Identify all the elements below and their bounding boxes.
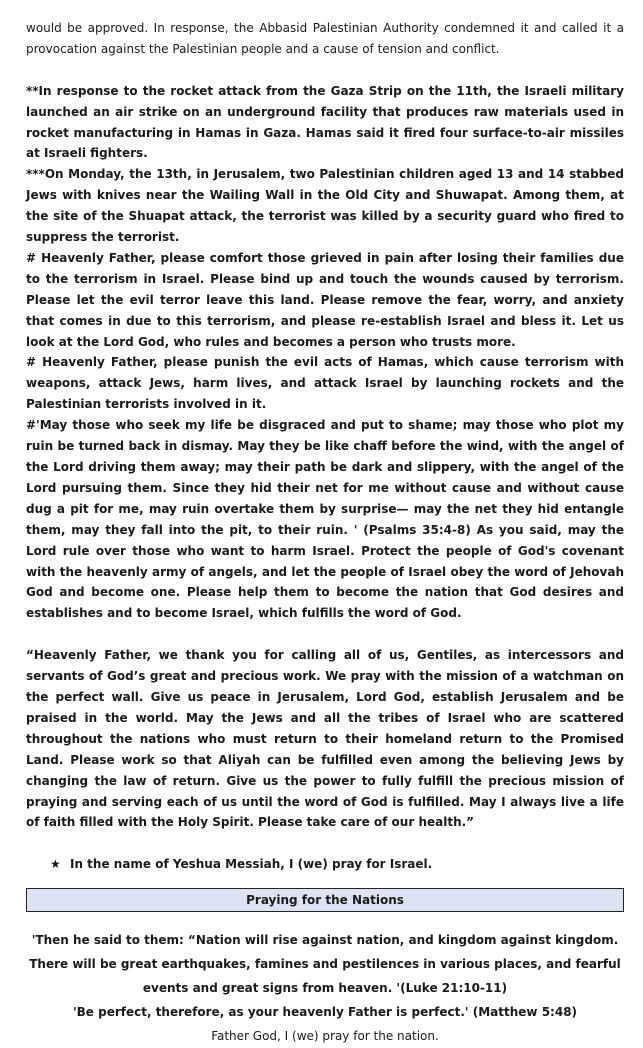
closing-verses [26, 928, 624, 1048]
nation-prayer-line: Father God, I (we) pray for the nation. [211, 1029, 439, 1044]
verse-matthew: 'Be perfect, therefore, as your heavenly Father is perfect.' (Matthew 5:48) [72, 1005, 578, 1020]
bullet-text: In the name of Yeshua Messiah, I (we) pray for Israel. [70, 857, 433, 872]
spacer [26, 833, 624, 854]
paragraph-main-prayer: “Heavenly Father, we thank you for calling all of us, Gentiles, as intercessors and servants of God’s great and precious work. We pray with the mission of a watchman on the perfect wall. Give us peace in Jerusalem, Lord God, establish Jerusalem and be praised in the world. May the Jews and all the tribes of Israel who are scattered throughout the nations who must return to their homeland return to the Promised Land. Please work so that Aliyah can be fulfilled even among the believing Jews by changing the law of return. Give us the power to fully fulfill the precious mission of praying and serving each of us until the word of God is fulfilled. May I always live a life of faith filled with the Holy Spirit. Please take care of our health.” [26, 648, 624, 830]
paragraph-intro: would be approved. In response, the Abbasid Palestinian Authority condemned it and called it a provocation against the Palestinian people and a cause of tension and conflict. [26, 21, 624, 56]
paragraph-gaza-strike: **In response to the rocket attack from the Gaza Strip on the 11th, the Israeli military launched an air strike on an underground facility that produces raw materials used in rocket manufacturing in Hamas in Gaza. Hamas said it fired four surface-to-air missiles at Israeli fighters. [26, 83, 624, 161]
spacer [26, 624, 624, 645]
paragraph-prayer-hamas: # Heavenly Father, please punish the evil acts of Hamas, which cause terrorism with weapons, attack Jews, harm lives, and attack Israel by launching rockets and the Palestinian terrorists involved in it. [26, 355, 624, 412]
star-icon: ★ [50, 857, 61, 872]
paragraph-jerusalem-stabbing: ***On Monday, the 13th, in Jerusalem, two Palestinian children aged 13 and 14 stabbed Jews with knives near the Wailing Wall in the Old City and Shuwapat. Among them, at the site of the Shuapat attack, the terrorist was killed by a security guard who fired to suppress the terrorist. [26, 167, 624, 245]
section-header-nations: Praying for the Nations [26, 888, 624, 912]
paragraph-psalms: #'May those who seek my life be disgraced and put to shame; may those who plot my ruin be turned back in dismay. May they be like chaff before the wind, with the angel of the Lord driving them away; may their path be dark and slippery, with the angel of the Lord pursuing them. Since they hid their net for me without cause and without cause dug a pit for me, may ruin overtake them by surprise— may the net they hid entangle them, may they fall into the pit, to their ruin. ' (Psalms 35:4-8) As you said, may the Lord rule over those who want to harm Israel. Protect the people of God's covenant with the heavenly army of angels, and let the people of Israel obey the word of Jehovah God and become one. Please help them to become the nation that God desires and establishes and to become Israel, which fulfills the word of God. [26, 418, 624, 621]
verse-luke: 'Then he said to them: “Nation will rise against nation, and kingdom against kingdom. There will be great earthquakes, famines and pestilences in various places, and fearful events and great signs from heaven. '(Luke 21:10-11) [29, 933, 621, 996]
document-page [26, 18, 624, 1048]
closing-bullet [50, 854, 624, 875]
spacer [26, 60, 624, 81]
paragraph-prayer-comfort: # Heavenly Father, please comfort those grieved in pain after losing their families due to the terrorism in Israel. Please bind up and touch the wounds caused by terrorism. Please let the evil terror leave this land. Please remove the fear, worry, and anxiety that comes in due to this terrorism, and please re-establish Israel and bless it. Let us look at the Lord God, who rules and becomes a person who trusts more. [26, 250, 624, 349]
